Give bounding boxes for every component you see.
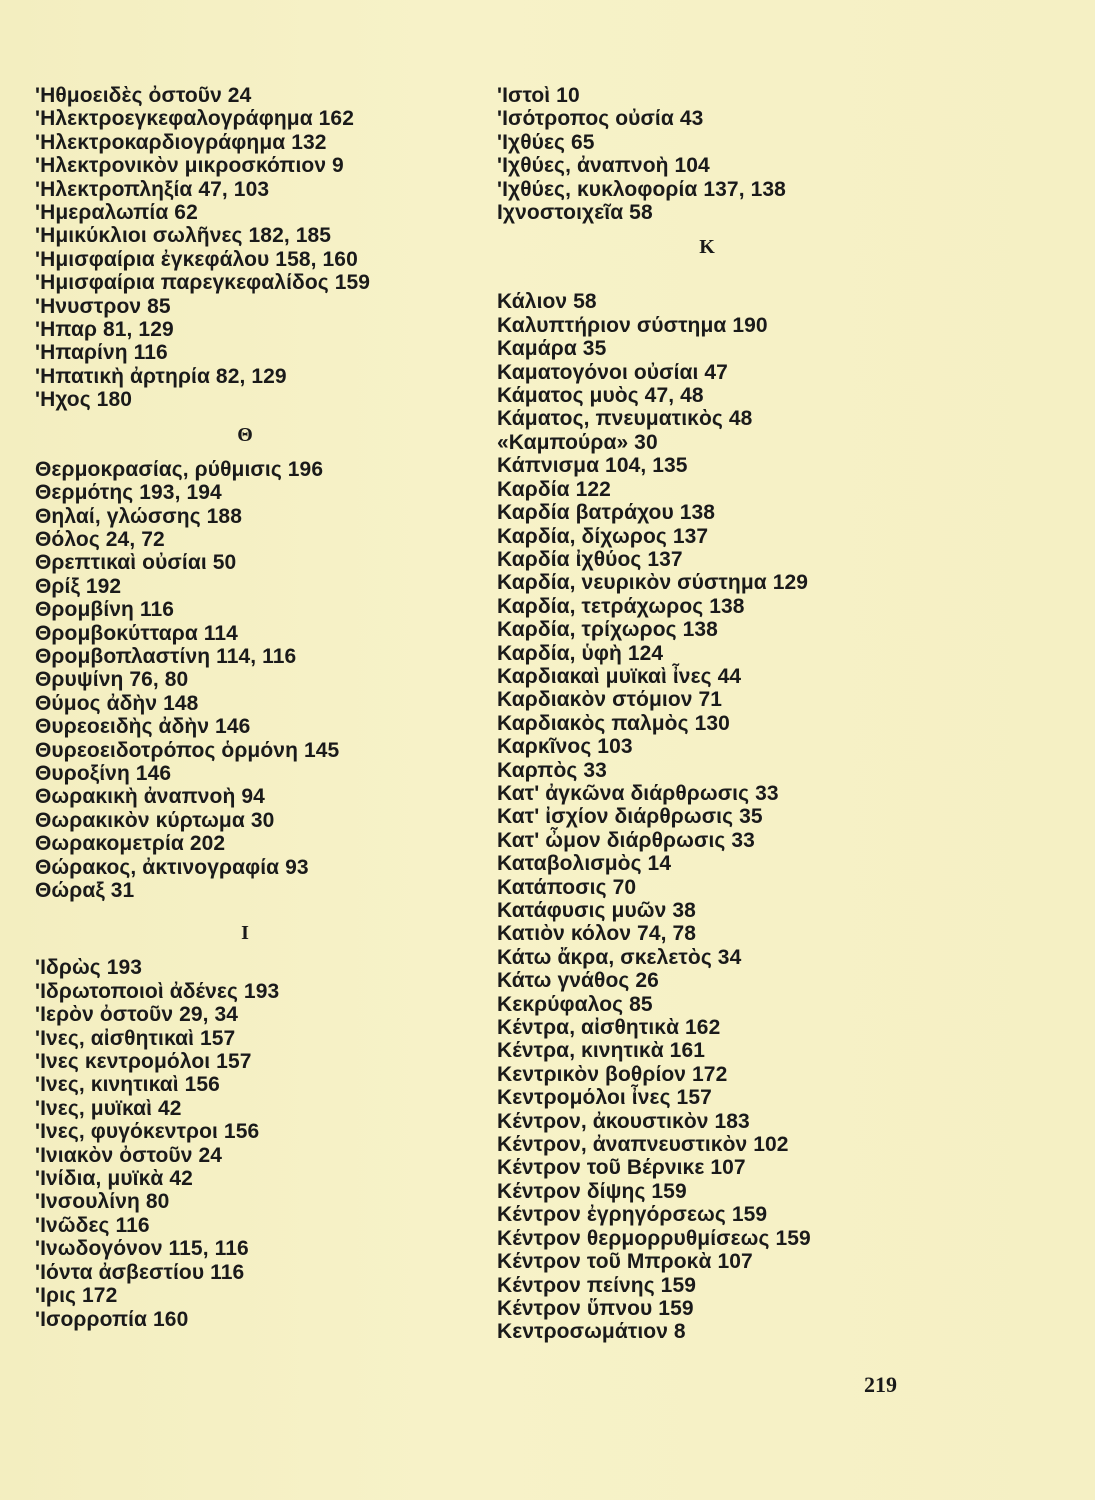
index-entry: Κέντρον τοῦ Μπροκὰ 107 — [497, 1250, 753, 1274]
index-entry: Κέντρον πείνης 159 — [497, 1273, 697, 1297]
index-entry: 'Ινες, φυγόκεντροι 156 — [35, 1120, 260, 1144]
index-entry: 'Ηπαρ 81, 129 — [35, 318, 174, 342]
index-entry: Κέντρα, αἰσθητικὰ 162 — [497, 1016, 721, 1040]
index-entry: 'Ινιακὸν ὀστοῦν 24 — [35, 1143, 223, 1167]
section-heading-iota: I — [241, 922, 249, 945]
index-entry: Κεντρικὸν βοθρίον 172 — [497, 1062, 728, 1086]
index-entry: Κέντρον, ἀναπνευστικὸν 102 — [497, 1133, 789, 1157]
index-entry: Καρκῖνος 103 — [497, 735, 633, 759]
index-entry: Κέντρον, ἀκουστικὸν 183 — [497, 1109, 750, 1133]
index-entry: Κέντρον θερμορρυθμίσεως 159 — [497, 1226, 811, 1250]
index-entry: Θρομβίνη 116 — [35, 598, 175, 622]
index-entry: Κατιὸν κόλον 74, 78 — [497, 922, 697, 946]
index-entry: 'Ημισφαίρια ἐγκεφάλου 158, 160 — [35, 247, 358, 271]
index-entry: Θύμος ἀδὴν 148 — [35, 691, 199, 715]
iota-entries-continued — [497, 84, 917, 224]
index-entry: Κάματος, πνευματικὸς 48 — [497, 407, 753, 431]
index-entry: 'Ιχθύες 65 — [497, 130, 595, 154]
page-number: 219 — [864, 1372, 897, 1397]
index-entry: Θωρακομετρία 202 — [35, 832, 226, 856]
index-entry: Θρυψίνη 76, 80 — [35, 668, 189, 692]
index-entry: Κέντρον ὕπνου 159 — [497, 1296, 694, 1320]
index-entry: Κατάφυσις μυῶν 38 — [497, 899, 696, 922]
index-entry: Κεντρομόλοι ἶνες 157 — [497, 1086, 712, 1110]
index-entry: 'Ηνυστρον 85 — [35, 294, 171, 318]
index-entry: Καρπὸς 33 — [497, 758, 607, 782]
section-heading-kappa: K — [699, 236, 715, 259]
h-entries — [35, 84, 455, 412]
index-entry: 'Ιόντα ἀσβεστίου 116 — [35, 1260, 245, 1284]
section-heading-theta: Θ — [237, 423, 253, 446]
theta-entries — [35, 458, 455, 903]
index-entry: Κέντρον τοῦ Βέρνικε 107 — [497, 1156, 746, 1180]
index-entry: 'Ινωδογόνον 115, 116 — [35, 1237, 249, 1261]
index-entry: Θερμοκρασίας, ρύθμισις 196 — [35, 457, 324, 481]
index-entry: Κατ' ἀγκῶνα διάρθρωσις 33 — [497, 781, 779, 805]
index-entry: Καλυπτήριον σύστημα 190 — [497, 313, 768, 337]
index-entry: Καρδία, ὑφὴ 124 — [497, 641, 664, 665]
index-entry: 'Ινες, κινητικαὶ 156 — [35, 1073, 220, 1097]
index-entry: Θυροξίνη 146 — [35, 761, 172, 785]
index-entry: 'Ιχθύες, κυκλοφορία 137, 138 — [497, 177, 786, 201]
index-entry: 'Ινες, μυϊκαὶ 42 — [35, 1096, 182, 1120]
index-entry: Κατ' ὦμον διάρθρωσις 33 — [497, 828, 755, 852]
index-entry: Κάτω ἄκρα, σκελετὸς 34 — [497, 945, 742, 969]
index-entry: 'Ισότροπος οὐσία 43 — [497, 107, 704, 131]
index-entry: Θρίξ 192 — [35, 574, 122, 598]
index-entry: 'Ηχος 180 — [35, 388, 133, 412]
index-entry: Κεκρύφαλος 85 — [497, 992, 653, 1016]
index-entry: Θώραξ 31 — [35, 879, 135, 902]
index-entry: Θρεπτικαὶ οὐσίαι 50 — [35, 551, 237, 575]
index-entry: Θρομβοκύτταρα 114 — [35, 621, 238, 645]
section-gap — [497, 270, 917, 290]
index-entry: Καρδία 122 — [497, 477, 611, 501]
index-entry: 'Ιστοὶ 10 — [497, 84, 580, 107]
index-entry: Καρδιακαὶ μυϊκαὶ ἶνες 44 — [497, 664, 742, 688]
index-entry: Κατάποσις 70 — [497, 875, 637, 899]
index-entry: Καρδιακὸν στόμιον 71 — [497, 688, 723, 712]
index-entry: Καρδία, τετράχωρος 138 — [497, 594, 745, 618]
index-entry: Καρδία, δίχωρος 137 — [497, 524, 709, 548]
index-entry: 'Ηπατικὴ ἀρτηρία 82, 129 — [35, 364, 287, 388]
index-entry: 'Ιερὸν ὀστοῦν 29, 34 — [35, 1003, 239, 1027]
index-entry: 'Ημεραλωπία 62 — [35, 201, 198, 225]
index-entry: Καρδία ἰχθύος 137 — [497, 547, 683, 571]
index-entry: Ιχνοστοιχεῖα 58 — [497, 201, 653, 225]
index-entry: 'Ιρις 172 — [35, 1284, 118, 1308]
index-entry: Καρδία, νευρικὸν σύστημα 129 — [497, 571, 809, 595]
index-entry: Κάτω γνάθος 26 — [497, 969, 659, 993]
index-entry: Κέντρον δίψης 159 — [497, 1179, 687, 1203]
index-entry: Θηλαί, γλώσσης 188 — [35, 504, 242, 528]
index-entry: «Καμπούρα» 30 — [497, 430, 658, 454]
index-entry: Κεντροσωμάτιον 8 — [497, 1320, 686, 1344]
index-entry: 'Ισορροπία 160 — [35, 1307, 189, 1331]
index-entry: Θωρακικὸν κύρτωμα 30 — [35, 808, 275, 832]
index-entry: Καρδία βατράχου 138 — [497, 501, 716, 525]
index-entry: 'Ιχθύες, ἀναπνοὴ 104 — [497, 154, 710, 178]
index-entry: Κάλιον 58 — [497, 290, 597, 314]
index-entry: 'Ηλεκτροεγκεφαλογράφημα 162 — [35, 107, 354, 131]
index-entry: 'Ινες, αἰσθητικαὶ 157 — [35, 1026, 236, 1050]
index-entry: Καματογόνοι οὐσίαι 47 — [497, 360, 728, 384]
index-entry: 'Ινῶδες 116 — [35, 1213, 150, 1237]
index-entry: Θρομβοπλαστίνη 114, 116 — [35, 644, 297, 668]
iota-entries — [35, 956, 455, 1331]
index-entry: Κέντρον ἐγρηγόρσεως 159 — [497, 1203, 768, 1227]
index-entry: 'Ινες κεντρομόλοι 157 — [35, 1050, 252, 1074]
index-entry: 'Ηθμοειδὲς ὀστοῦν 24 — [35, 84, 252, 107]
index-entry: Θυρεοειδὴς ἀδὴν 146 — [35, 715, 251, 739]
index-entry: Θώρακος, ἀκτινογραφία 93 — [35, 855, 309, 879]
index-entry: Κάπνισμα 104, 135 — [497, 454, 688, 478]
index-entry: Κέντρα, κινητικὰ 161 — [497, 1039, 706, 1063]
index-entry: 'Ημικύκλιοι σωλῆνες 182, 185 — [35, 224, 332, 248]
index-entry: 'Ηλεκτρονικὸν μικροσκόπιον 9 — [35, 154, 344, 178]
right-column — [497, 84, 917, 1344]
index-entry: Θόλος 24, 72 — [35, 527, 165, 551]
index-entry: Θερμότης 193, 194 — [35, 481, 222, 505]
index-entry: 'Ηπαρίνη 116 — [35, 341, 168, 365]
index-entry: Καμάρα 35 — [497, 337, 607, 361]
index-entry: Θυρεοειδοτρόπος ὁρμόνη 145 — [35, 738, 340, 762]
index-entry: Κάματος μυὸς 47, 48 — [497, 384, 704, 408]
index-entry: 'Ινσουλίνη 80 — [35, 1190, 170, 1214]
index-entry: 'Ινίδια, μυϊκὰ 42 — [35, 1167, 193, 1191]
index-entry: Καταβολισμὸς 14 — [497, 852, 672, 876]
left-column — [35, 84, 455, 1331]
index-entry: 'Ημισφαίρια παρεγκεφαλίδος 159 — [35, 271, 371, 295]
index-entry: 'Ηλεκτροκαρδιογράφημα 132 — [35, 130, 327, 154]
index-entry: Καρδία, τρίχωρος 138 — [497, 618, 718, 642]
index-entry: Καρδιακὸς παλμὸς 130 — [497, 711, 730, 735]
index-entry: 'Ιδρωτοποιοὶ ἀδένες 193 — [35, 979, 280, 1003]
kappa-entries — [497, 290, 917, 1343]
index-entry: Θωρακικὴ ἀναπνοὴ 94 — [35, 785, 265, 809]
index-entry: Κατ' ἰσχίον διάρθρωσις 35 — [497, 805, 763, 829]
index-entry: 'Ιδρὼς 193 — [35, 956, 143, 980]
index-entry: 'Ηλεκτροπληξία 47, 103 — [35, 177, 270, 201]
